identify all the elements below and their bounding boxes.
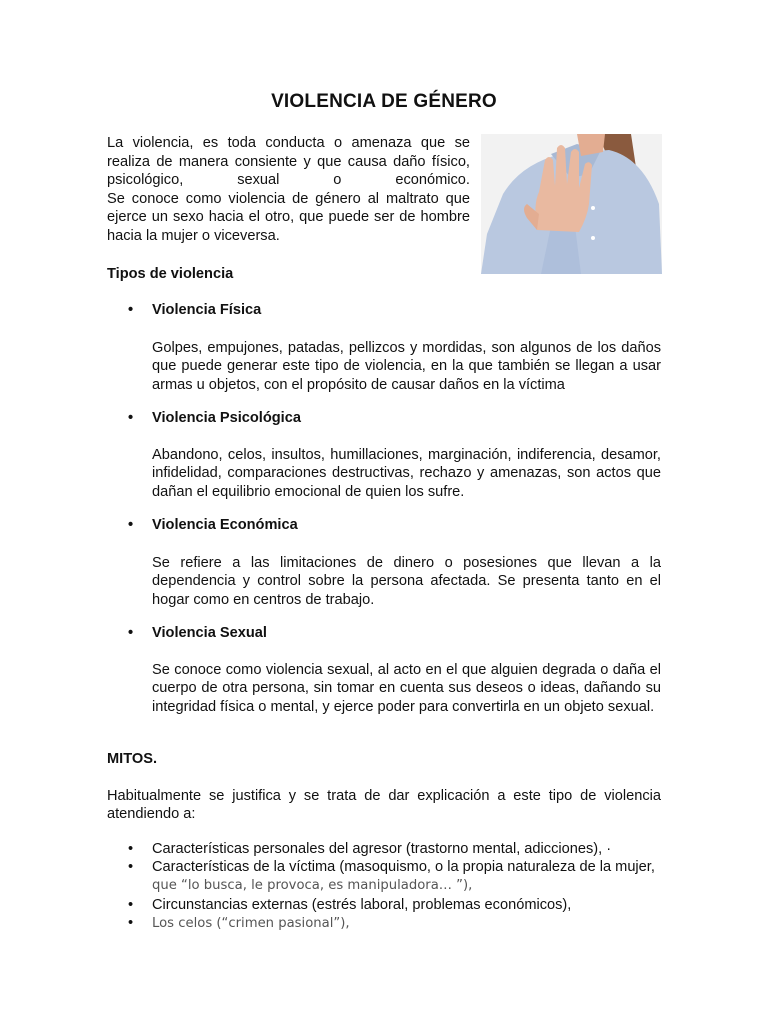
intro-word: psicológico, xyxy=(107,172,184,189)
intro-line: hacia la mujer o viceversa. xyxy=(107,227,280,244)
mitos-list xyxy=(128,840,668,933)
bullet-icon: • xyxy=(128,302,134,318)
tipos-heading: Tipos de violencia xyxy=(107,266,234,282)
list-item-text: Características personales del agresor (trastorno mental, adicciones), · xyxy=(152,841,612,857)
violence-type-name: Violencia Psicológica xyxy=(152,410,301,426)
raised-hand-stop-photo-icon xyxy=(481,134,662,274)
mitos-heading: MITOS. xyxy=(107,751,158,767)
document-title: VIOLENCIA DE GÉNERO xyxy=(271,91,497,112)
violence-type-heading xyxy=(128,410,301,426)
list-item xyxy=(128,896,668,914)
intro-word: económico. xyxy=(395,172,470,189)
list-item-continuation: que “lo busca, le provoca, es manipuladora… ”), xyxy=(152,878,473,894)
violence-type-heading xyxy=(128,625,267,641)
violence-type-name: Violencia Física xyxy=(152,302,262,318)
intro-line-spread xyxy=(107,171,470,190)
bullet-icon: • xyxy=(128,517,134,533)
violence-type-name: Violencia Económica xyxy=(152,517,298,533)
violence-type-name: Violencia Sexual xyxy=(152,625,267,641)
intro-word: sexual xyxy=(237,172,280,189)
bullet-icon: • xyxy=(128,625,134,641)
list-item-text: Los celos (“crimen pasional”), xyxy=(152,915,350,931)
photo-illustration xyxy=(481,134,662,274)
bullet-icon: • xyxy=(128,410,134,426)
violence-type-description: Se conoce como violencia sexual, al acto en el que alguien degrada o daña el cuerpo de otra persona, sin tomar en cuenta sus deseos o ideas, dañando su integridad física o mental, y ejerce poder para convertirla en un objeto sexual. xyxy=(152,662,661,715)
mitos-intro: Habitualmente se justifica y se trata de dar explicación a este tipo de violencia atendiendo a: xyxy=(107,788,661,823)
intro-paragraph xyxy=(107,134,470,246)
list-item-text: Características de la víctima (masoquismo, o la propia naturaleza de la mujer, xyxy=(152,859,655,876)
violence-type-heading xyxy=(128,302,261,318)
violence-type-description: Se refiere a las limitaciones de dinero o posesiones que llevan a la dependencia y control sobre la persona afectada. Se presenta tanto en el hogar como en centros de trabajo. xyxy=(152,555,661,608)
list-item xyxy=(128,914,668,933)
violence-type-description: Golpes, empujones, patadas, pellizcos y mordidas, son algunos de los daños que puede generar este tipo de violencia, en la que también se llegan a usar armas u objetos, con el propósito de causar daños en la víctima xyxy=(152,340,661,393)
list-item-text: Circunstancias externas (estrés laboral, problemas económicos), xyxy=(152,896,572,913)
intro-line: ejerce un sexo hacia el otro, que puede ser de hombre xyxy=(107,209,470,226)
intro-word: o xyxy=(333,172,342,189)
bullet-icon: • xyxy=(128,896,134,913)
intro-line: Se conoce como violencia de género al maltrato que xyxy=(107,190,470,207)
intro-line: La violencia, es toda conducta o amenaza que se xyxy=(107,135,470,151)
intro-line: realiza de manera consiente y que causa daño físico, xyxy=(107,153,470,170)
list-item xyxy=(128,858,668,895)
violence-type-description: Abandono, celos, insultos, humillaciones, marginación, indiferencia, desamor, infidelidad, comparaciones destructivas, rechazo y amenazas, son actos que dañan el equilibrio emocional de quien los sufre. xyxy=(152,447,661,500)
bullet-icon: • xyxy=(128,859,134,876)
bullet-icon: • xyxy=(128,914,134,931)
bullet-icon: • xyxy=(128,841,134,857)
violence-type-heading xyxy=(128,517,298,533)
list-item xyxy=(128,840,668,858)
